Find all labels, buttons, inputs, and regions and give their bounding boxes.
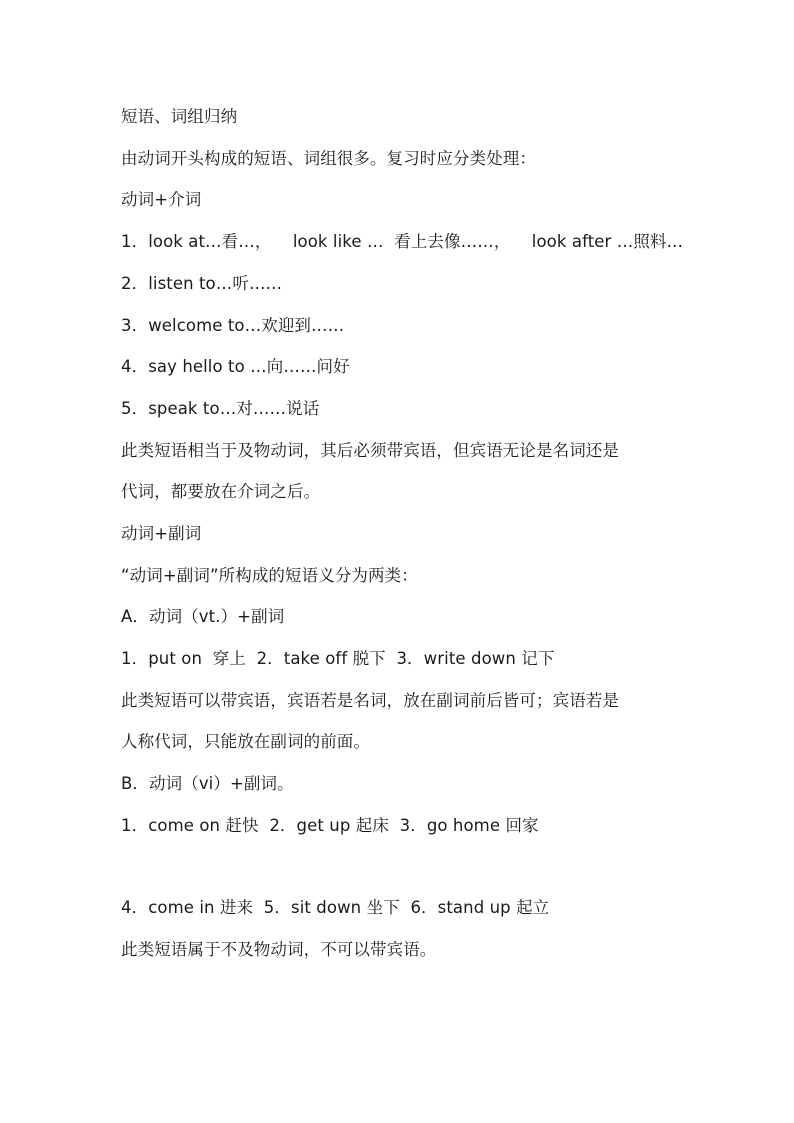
list-item: 1．look at…看…， look like … 看上去像……， look after …照料… (121, 232, 684, 251)
explanation-paragraph: 人称代词，只能放在副词的前面。 (121, 732, 370, 751)
explanation-paragraph: 代词，都要放在介词之后。 (121, 482, 321, 501)
explanation-paragraph: 此类短语属于不及物动词，不可以带宾语。 (121, 940, 437, 959)
list-item: 5．speak to…对……说话 (121, 399, 320, 418)
list-item: 3．welcome to…欢迎到…… (121, 316, 345, 335)
intro-paragraph: 由动词开头构成的短语、词组很多。复习时应分类处理： (121, 149, 536, 168)
list-item: 4．say hello to …向……问好 (121, 357, 350, 376)
subheading-verb-adverb: 动词+副词 (121, 524, 202, 543)
list-item: 1．come on 赶快 2．get up 起床 3．go home 回家 (121, 816, 539, 835)
list-item: 2．listen to…听…… (121, 274, 283, 293)
category-b-heading: B．动词（vi）+副词。 (121, 774, 294, 793)
subheading-verb-preposition: 动词+介词 (121, 190, 202, 209)
explanation-paragraph: 此类短语相当于及物动词，其后必须带宾语，但宾语无论是名词还是 (121, 441, 619, 460)
section-title: 短语、词组归纳 (121, 107, 238, 126)
explanation-paragraph: 此类短语可以带宾语，宾语若是名词，放在副词前后皆可；宾语若是 (121, 691, 619, 710)
list-item: 1．put on 穿上 2．take off 脱下 3．write down 记下 (121, 649, 555, 668)
category-a-heading: A．动词（vt.）+副词 (121, 607, 285, 626)
category-intro: “动词+副词”所构成的短语义分为两类： (121, 566, 418, 585)
list-item: 4．come in 进来 5．sit down 坐下 6．stand up 起立 (121, 898, 550, 917)
